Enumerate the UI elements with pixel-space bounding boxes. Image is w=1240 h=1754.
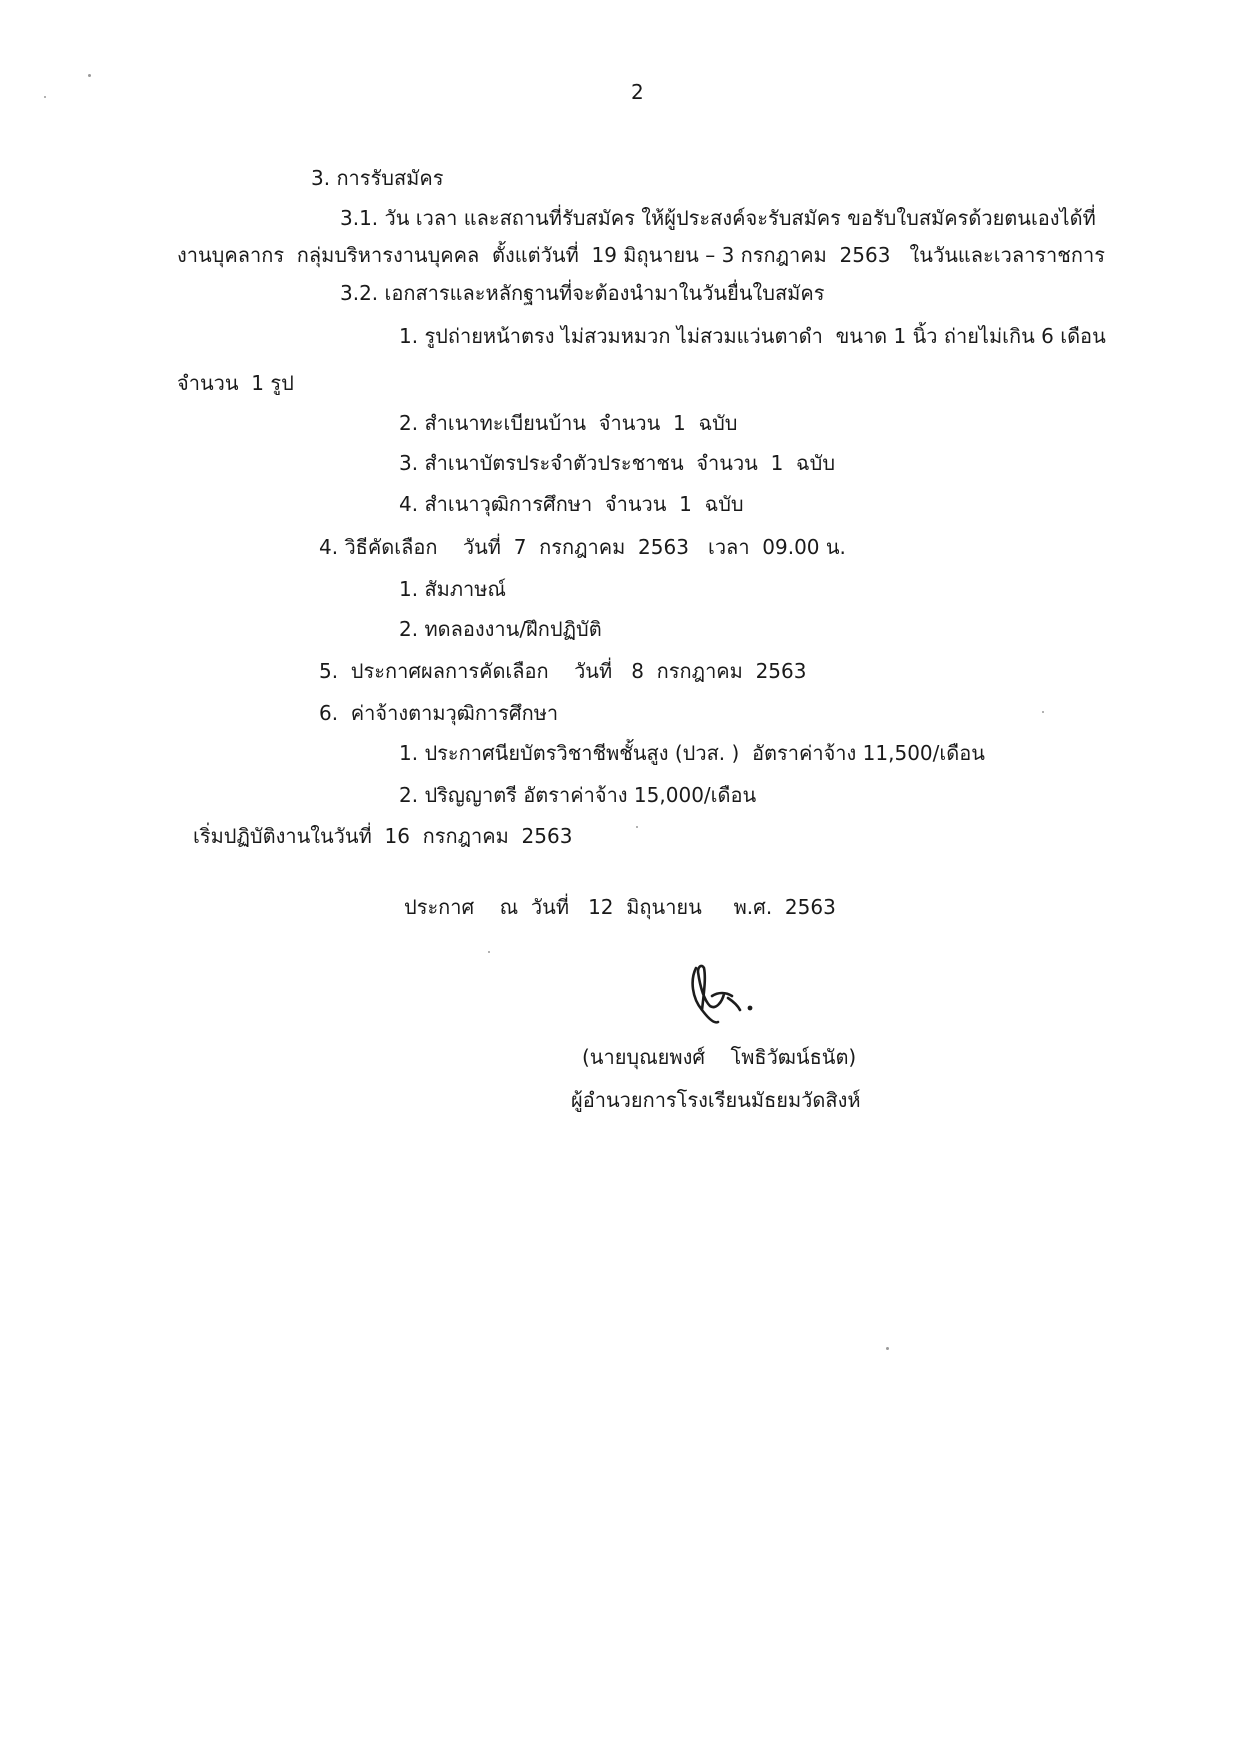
signer-position: ผู้อำนวยการโรงเรียนมัธยมวัดสิงห์ — [571, 1088, 861, 1112]
scan-speck — [88, 74, 91, 77]
doc-item-1-line-1: 1. รูปถ่ายหน้าตรง ไม่สวมหมวก ไม่สวมแว่นตาดำ ขนาด 1 นิ้ว ถ่ายไม่เกิน 6 เดือน — [399, 324, 1106, 348]
scan-speck — [488, 951, 490, 953]
wage-item-2: 2. ปริญญาตรี อัตราค่าจ้าง 15,000/เดือน — [399, 783, 757, 807]
method-item-1: 1. สัมภาษณ์ — [399, 577, 506, 601]
doc-item-4: 4. สำเนาวุฒิการศึกษา จำนวน 1 ฉบับ — [399, 492, 744, 516]
section-3-2-heading: 3.2. เอกสารและหลักฐานที่จะต้องนำมาในวันยื่นใบสมัคร — [340, 281, 825, 305]
scan-speck — [636, 826, 638, 828]
section-6-heading: 6. ค่าจ้างตามวุฒิการศึกษา — [319, 701, 559, 725]
section-3-1-line-1: 3.1. วัน เวลา และสถานที่รับสมัคร ให้ผู้ประสงค์จะรับสมัคร ขอรับใบสมัครด้วยตนเองได้ที่ — [340, 206, 1096, 230]
section-3-heading: 3. การรับสมัคร — [311, 166, 444, 190]
scan-speck — [44, 96, 46, 98]
scan-speck — [1042, 711, 1044, 713]
section-3-1-line-2: งานบุคลากร กลุ่มบริหารงานบุคคล ตั้งแต่วันที่ 19 มิถุนายน – 3 กรกฎาคม 2563 ในวันและเวลาราชการ — [177, 243, 1105, 267]
signer-name: (นายบุณยพงศ์ โพธิวัฒน์ธนัต) — [582, 1045, 857, 1069]
section-5-heading: 5. ประกาศผลการคัดเลือก วันที่ 8 กรกฎาคม 2563 — [319, 659, 807, 683]
wage-item-1: 1. ประกาศนียบัตรวิชาชีพชั้นสูง (ปวส. ) อัตราค่าจ้าง 11,500/เดือน — [399, 741, 985, 765]
section-4-heading: 4. วิธีคัดเลือก วันที่ 7 กรกฎาคม 2563 เวลา 09.00 น. — [319, 535, 846, 559]
doc-item-2: 2. สำเนาทะเบียนบ้าน จำนวน 1 ฉบับ — [399, 411, 738, 435]
method-item-2: 2. ทดลองงาน/ฝึกปฏิบัติ — [399, 617, 602, 641]
scan-speck — [886, 1347, 889, 1350]
doc-item-3: 3. สำเนาบัตรประจำตัวประชาชน จำนวน 1 ฉบับ — [399, 451, 836, 475]
start-date: เริ่มปฏิบัติงานในวันที่ 16 กรกฎาคม 2563 — [193, 824, 573, 848]
announcement-date: ประกาศ ณ วันที่ 12 มิถุนายน พ.ศ. 2563 — [404, 895, 836, 919]
page-number: 2 — [631, 80, 644, 104]
signature-image — [688, 962, 758, 1026]
doc-item-1-line-2: จำนวน 1 รูป — [177, 371, 294, 395]
